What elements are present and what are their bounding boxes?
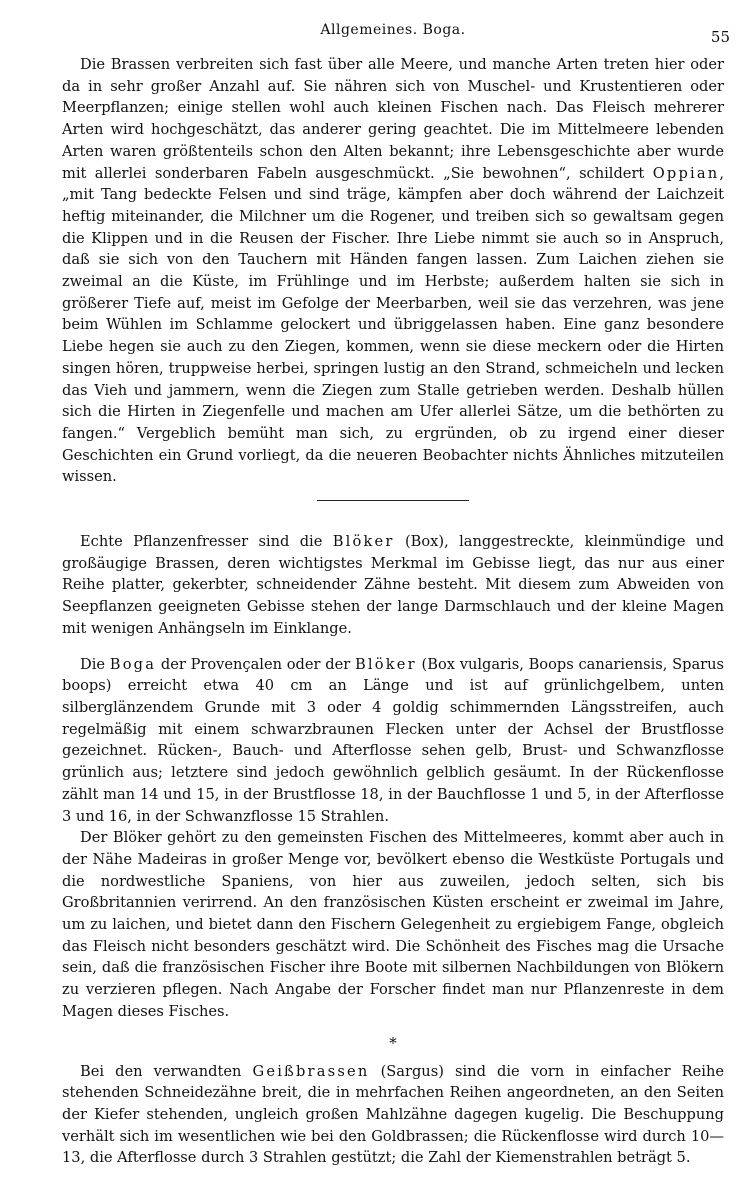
running-head: Allgemeines. Boga. <box>320 22 466 38</box>
term-bloeker: Blöker <box>332 533 395 551</box>
paragraph-geissbrassen: Bei den verwandten Geißbrassen (Sargus) sind die vorn in einfacher Reihe stehenden Schneidezähne breit, die in mehrfachen Reihen angeordneten, an den Seiten der Kiefer stehenden, ungleich großen Mahlzähne dagegen kugelig. Die Beschuppung verhält sich im wesentlichen wie bei den Goldbrassen; die Rückenflosse wird durch 10—13, die Afterflosse durch 3 Strahlen gestützt; die Zahl der Kiemenstrahlen beträgt 5. <box>62 1062 725 1167</box>
paragraph-brassen-intro: Die Brassen verbreiten sich fast über alle Meere, und manche Arten treten hier oder da in sehr großer Anzahl auf. Sie nähren sich von Muschel- und Krustentieren oder Meerpflanzen; einige stellen wohl auch kleinen Fischen nach. Das Fleisch mehrerer Arten wird hochgeschätzt, das anderer gering geachtet. Die im Mittelmeere lebenden Arten waren größtenteils schon den Alten bekannt; ihre Lebensgeschichte aber wurde mit allerlei sonderbaren Fabeln ausgeschmückt. „Sie bewohnen“, schildert Oppian, „mit Tang bedeckte Felsen und sind träge, kämpfen aber doch während der Laichzeit heftig miteinander, die Milchner um die Rogener, und treiben sich so gewaltsam gegen die Klippen und in die Reusen der Fischer. Ihre Liebe nimmt sie auch so in Anspruch, daß sie sich von den Tauchern mit Händen fangen lassen. Zum Laichen ziehen sie zweimal an die Küste, im Frühlinge und im Herbste; außerdem halten sie sich in größerer Tiefe auf, meist im Gefolge der Meerbarben, weil sie das verzehren, was jene beim Wühlen im Schlamme gelockert und übriggelassen haben. Eine ganz besondere Liebe hegen sie auch zu den Ziegen, kommen, wenn sie diese meckern oder die Hirten singen hören, truppweise herbei, springen lustig an den Strand, schmeicheln und lecken das Vieh und jammern, wenn die Ziegen zum Stalle getrieben werden. Deshalb hüllen sich die Hirten in Ziegenfelle und machen am Ufer allerlei Sätze, um die bethörten zu fangen.“ Vergeblich bemüht man sich, zu ergründen, ob zu irgend einer dieser Geschichten ein Grund vorliegt, da die neueren Beobachter nichts Ähnliches mitzuteilen wissen. <box>62 56 725 486</box>
page-header <box>62 22 730 46</box>
term-geissbrassen: Geißbrassen <box>252 1062 370 1080</box>
asterisk-divider: * <box>389 1033 397 1052</box>
term-boga: Boga <box>109 655 157 673</box>
paragraph-bloeker-distribution: Der Blöker gehört zu den gemeinsten Fischen des Mittelmeeres, kommt aber auch in der Nähe Madeiras in großer Menge vor, bevölkert ebenso die Westküste Portugals und die nordwestliche Spaniens, von hier aus zuweilen, jedoch selten, sich bis Großbritannien verirrend. An den französischen Küsten erscheint er zweimal im Jahre, um zu laichen, und bietet dann den Fischern Gelegenheit zu ergiebigem Fange, obgleich das Fleisch nicht besonders geschätzt wird. Die Schönheit des Fisches mag die Ursache sein, daß die französischen Fischer ihre Boote mit silbernen Nachbildungen von Blökern zu verzieren pflegen. Nach Angabe der Forscher findet man nur Pflanzenreste in dem Magen dieses Fisches. <box>62 829 724 1020</box>
section-divider <box>317 500 469 501</box>
paragraph-boga-description: Die Boga der Provençalen oder der Blöker (Box vulgaris, Boops canariensis, Sparus boops) erreicht etwa 40 cm an Länge und ist auf grünlichgelbem, unten silberglänzendem Grunde mit 3 oder 4 goldig schimmernden Längsstreifen, auch regelmäßig mit einem schwarzbraunen Flecken unter der Achsel der Brustflosse gezeichnet. Rücken-, Bauch- und Afterflosse sehen gelb, Brust- und Schwanzflosse grünlich aus; letztere sind jedoch gewöhnlich gelblich gesäumt. In der Rückenflosse zählt man 14 und 15, in der Brustflosse 18, in der Bauchflosse 1 und 5, in der Afterflosse 3 und 16, in der Schwanzflosse 15 Strahlen. <box>62 655 725 825</box>
book-page <box>62 22 730 1169</box>
paragraph-bloeker-intro: Echte Pflanzenfresser sind die Blöker (Box), langgestreckte, kleinmündige und großäugige Brassen, deren wichtigstes Merkmal im Gebisse liegt, das nur aus einer Reihe platter, gekerbter, schneidender Zähne besteht. Mit diesem zum Abweiden von Seepflanzen geeigneten Gebisse stehen der lange Darmschlauch und der kleine Magen mit wenigen Anhängseln im Einklange. <box>62 533 725 637</box>
page-number: 55 <box>710 28 730 46</box>
author-name-oppian: Oppian <box>652 164 720 182</box>
term-bloeker-2: Blöker <box>354 655 417 673</box>
